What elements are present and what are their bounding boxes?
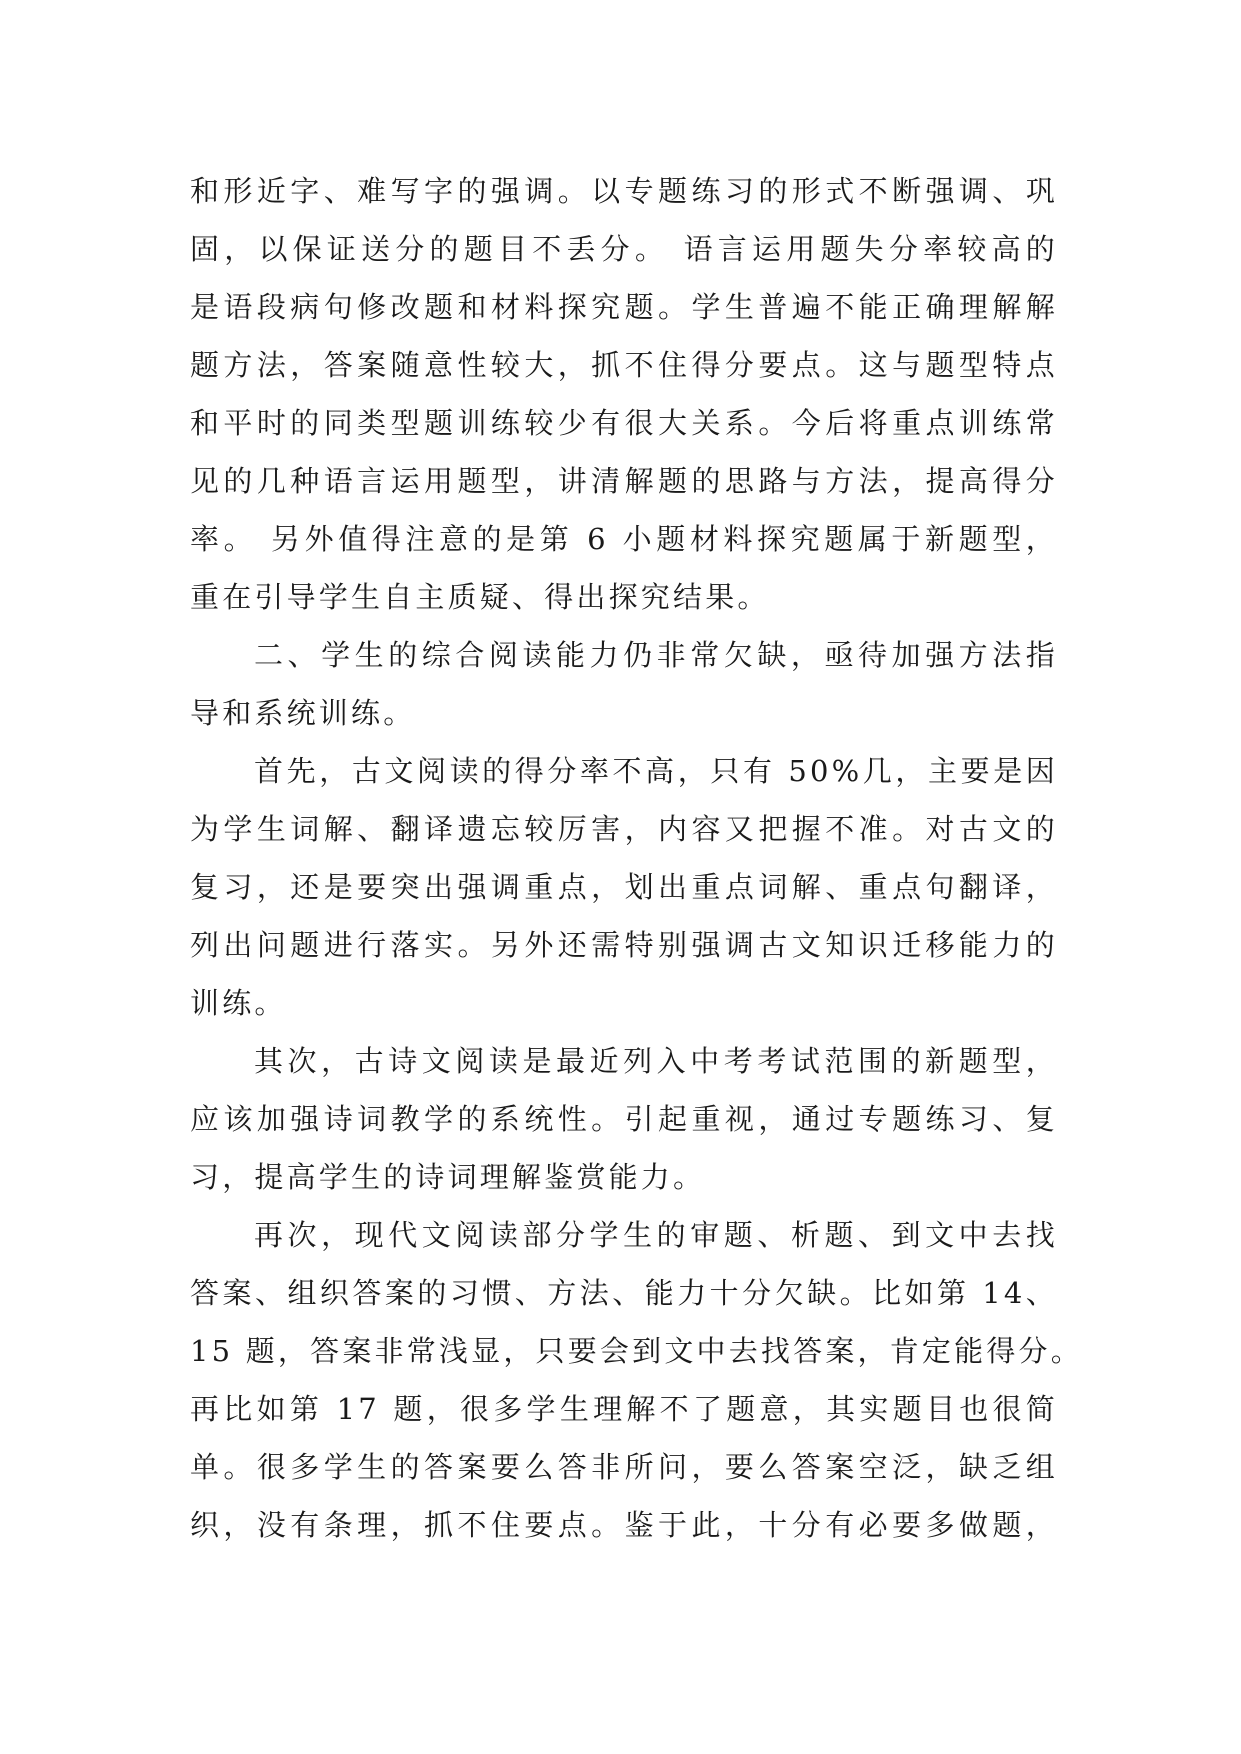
text-line: 习，提高学生的诗词理解鉴赏能力。 [190, 1160, 706, 1194]
section-heading-line: 导和系统训练。 [190, 696, 416, 730]
text-line: 和平时的同类型题训练较少有很大关系。今后将重点训练常 [190, 406, 1058, 440]
text-line: 复习，还是要突出强调重点，划出重点词解、重点句翻译， [190, 870, 1058, 904]
paragraph-first-line: 首先，古文阅读的得分率不高，只有 50%几，主要是因 [254, 754, 1058, 788]
text-line: 训练。 [190, 986, 287, 1020]
text-line: 列出问题进行落实。另外还需特别强调古文知识迁移能力的 [190, 928, 1058, 962]
document-body [190, 162, 1083, 1554]
section-heading-line: 二、学生的综合阅读能力仍非常欠缺，亟待加强方法指 [254, 638, 1058, 672]
text-line: 重在引导学生自主质疑、得出探究结果。 [190, 580, 770, 614]
text-line: 是语段病句修改题和材料探究题。学生普遍不能正确理解解 [190, 290, 1058, 324]
text-line: 固，以保证送分的题目不丢分。 语言运用题失分率较高的 [190, 232, 1058, 266]
text-line: 单。很多学生的答案要么答非所问，要么答案空泛，缺乏组 [190, 1450, 1058, 1484]
paragraph-first-line: 其次，古诗文阅读是最近列入中考考试范围的新题型， [254, 1044, 1058, 1078]
paragraph-first-line: 再次，现代文阅读部分学生的审题、析题、到文中去找 [254, 1218, 1058, 1252]
text-line: 应该加强诗词教学的系统性。引起重视，通过专题练习、复 [190, 1102, 1058, 1136]
text-line: 15 题，答案非常浅显，只要会到文中去找答案，肯定能得分。 [190, 1334, 1083, 1368]
text-line: 率。 另外值得注意的是第 6 小题材料探究题属于新题型， [190, 522, 1058, 556]
text-line: 题方法，答案随意性较大，抓不住得分要点。这与题型特点 [190, 348, 1058, 382]
text-line: 答案、组织答案的习惯、方法、能力十分欠缺。比如第 14、 [190, 1276, 1058, 1310]
text-line: 为学生词解、翻译遗忘较厉害，内容又把握不准。对古文的 [190, 812, 1058, 846]
text-line: 织，没有条理，抓不住要点。鉴于此，十分有必要多做题， [190, 1508, 1058, 1542]
text-line: 再比如第 17 题，很多学生理解不了题意，其实题目也很简 [190, 1392, 1058, 1426]
text-line: 见的几种语言运用题型，讲清解题的思路与方法，提高得分 [190, 464, 1058, 498]
text-line: 和形近字、难写字的强调。以专题练习的形式不断强调、巩 [190, 174, 1058, 208]
